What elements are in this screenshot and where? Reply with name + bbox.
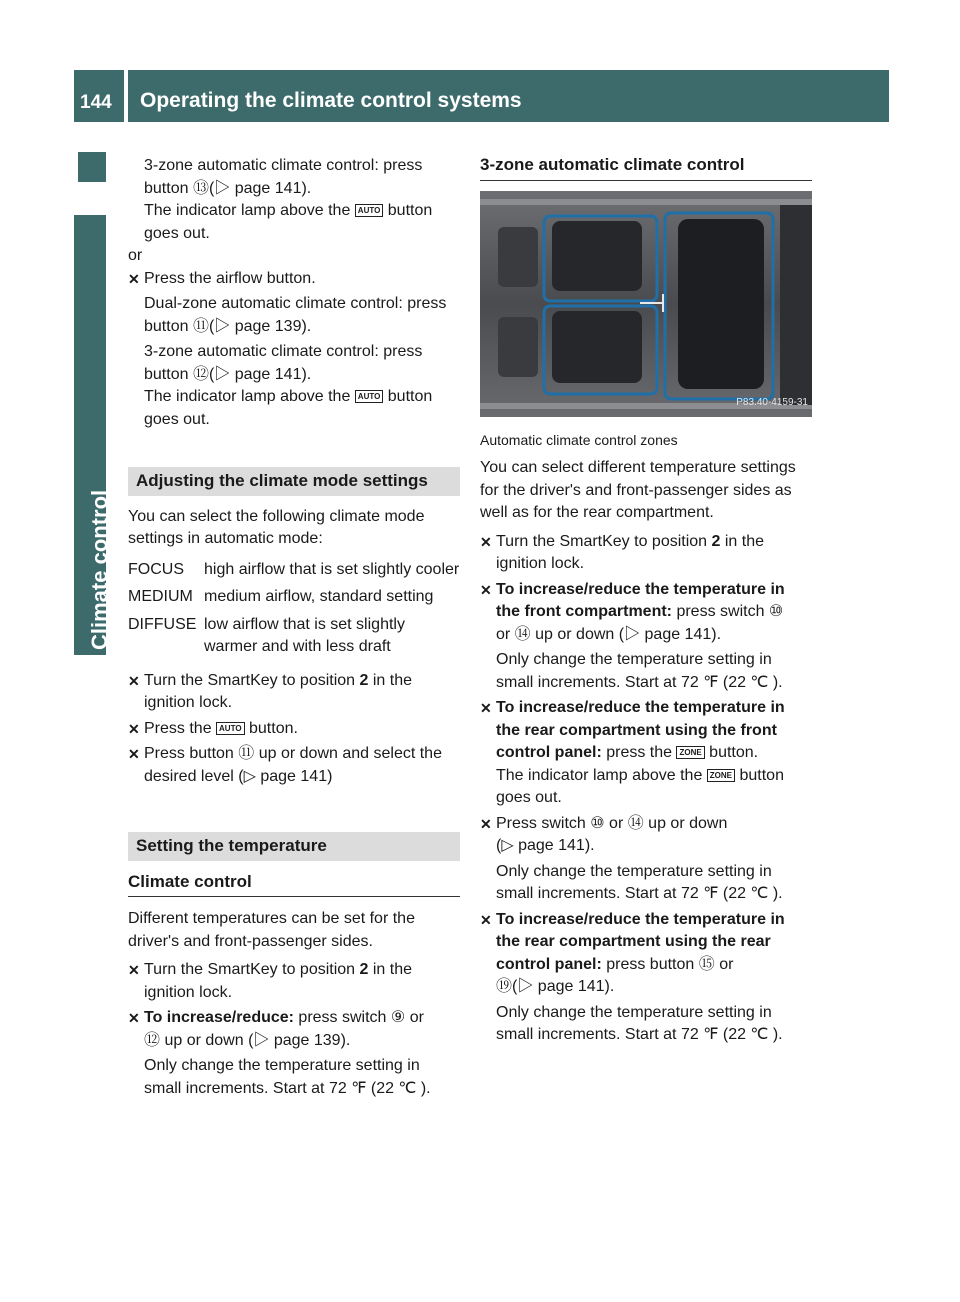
text-line: Only change the temperature setting in (496, 862, 772, 880)
text-line: The indicator lamp above the AUTO button (144, 388, 433, 405)
arrow-bullet-icon: ✕ (128, 1010, 140, 1026)
text-line: goes out. (144, 224, 210, 242)
text-line: Different temperatures can be set for the (128, 910, 415, 927)
figure-code: P83.40-4159-31 (736, 397, 808, 408)
instruction-item (480, 579, 812, 695)
text-line: control panel: press button ⑮ or (496, 955, 734, 973)
text-line: Press button ⑪ up or down and select the (144, 745, 442, 762)
arrow-bullet-icon: ✕ (128, 672, 140, 689)
text-line: ignition lock. (144, 983, 233, 1001)
auto-button-icon: AUTO (355, 204, 384, 217)
instruction-item (480, 531, 812, 576)
text-line: or (128, 247, 143, 264)
text-line: The indicator lamp above the AUTO button (144, 202, 433, 219)
reference-number: ⑭ (514, 625, 531, 643)
reference-number: ⑨ (390, 1009, 406, 1026)
text-line: Press the airflow button. (144, 269, 316, 287)
text-line: To increase/reduce the temperature in (496, 580, 785, 598)
arrow-bullet-icon: ✕ (480, 533, 492, 550)
text-line: 3-zone automatic climate control: press (144, 157, 423, 174)
text-line: Only change the temperature setting in (496, 1003, 772, 1021)
mode-name: DIFFUSE (128, 615, 197, 633)
text-line: The indicator lamp above the ZONE button (496, 766, 784, 784)
page-reference-link[interactable]: (▷ page 139). (208, 317, 312, 335)
text-line: the rear compartment using the rear (496, 933, 771, 950)
instruction-item (480, 909, 812, 1047)
subsection-heading: Climate control (128, 871, 460, 898)
text-line: Dual-zone automatic climate control: press (144, 295, 447, 312)
arrow-bullet-icon: ✕ (128, 962, 140, 978)
section-heading: Setting the temperature (128, 832, 460, 861)
figure-caption: Automatic climate control zones (480, 431, 678, 448)
page-reference-link[interactable]: (▷ page 141). (496, 837, 595, 854)
reference-number: ⑭ (627, 814, 644, 832)
page-reference-link[interactable]: (▷ page 141). (512, 978, 615, 995)
text-line: Press switch ⑩ or ⑭ up or down (496, 814, 728, 832)
climate-mode-table (128, 559, 460, 664)
text-line (144, 1030, 460, 1053)
text-line: You can select the following climate mode (128, 507, 425, 525)
mode-description: medium airflow, standard setting (204, 588, 434, 605)
paragraph (128, 293, 460, 338)
mode-name: FOCUS (128, 560, 184, 578)
text-line: You can select different temperature settings (480, 459, 796, 476)
text-line: driver's and front-passenger sides. (128, 932, 373, 950)
paragraph (128, 341, 460, 431)
reference-number: ⑲ (496, 978, 513, 995)
instruction-item (128, 718, 460, 741)
text-line: To increase/reduce the temperature in (496, 699, 785, 716)
text-line: To increase/reduce: press switch ⑨ or (144, 1009, 424, 1026)
text-line: control panel: press the ZONE button. (496, 744, 759, 761)
mode-row (128, 559, 460, 587)
text-line: or ⑭ up or down (▷ page 141). (496, 625, 722, 643)
text-line: goes out. (496, 789, 562, 806)
text-line: Turn the SmartKey to position 2 in the (496, 532, 765, 550)
side-tab-label: Climate control (87, 489, 112, 650)
arrow-bullet-icon: ✕ (480, 815, 492, 832)
instruction-item (128, 1007, 460, 1100)
section-heading: Adjusting the climate mode settings (128, 467, 460, 496)
arrow-bullet-icon: ✕ (480, 700, 492, 716)
mode-name: MEDIUM (128, 588, 193, 605)
mode-description: low airflow that is set slightly warmer and with less draft (204, 615, 405, 655)
instruction-item (128, 670, 460, 715)
page-title: Operating the climate control systems (140, 89, 522, 112)
instruction-item (128, 959, 460, 1004)
text-line: small increments. Start at 72 ℉ (22 ℃ ). (496, 1026, 783, 1043)
left-column (128, 155, 460, 1100)
text-line: button ⑫(▷ page 141). (144, 365, 312, 383)
arrow-bullet-icon: ✕ (480, 581, 492, 598)
text-line: 3-zone automatic climate control: press (144, 343, 423, 360)
right-column (480, 154, 812, 1047)
text-line: Only change the temperature setting in (496, 651, 772, 668)
text-line: the front compartment: press switch ⑩ (496, 603, 784, 620)
auto-button-icon: AUTO (355, 390, 384, 403)
text-line: button ⑬(▷ page 141). (144, 179, 312, 197)
text-line: settings in automatic mode: (128, 530, 323, 547)
reference-number: ⑬ (192, 179, 209, 197)
reference-number: ⑫ (144, 1031, 161, 1049)
instruction-item (480, 813, 812, 906)
text-line: small increments. Start at 72 ℉ (22 ℃ ). (496, 673, 783, 691)
mode-description: high airflow that is set slightly cooler (204, 560, 460, 578)
text-line: small increments. Start at 72 ℉ (22 ℃ ). (496, 885, 783, 902)
subsection-heading: 3-zone automatic climate control (480, 154, 812, 181)
side-tab-marker (78, 152, 106, 182)
text-line: Only change the temperature setting in (144, 1057, 420, 1074)
mode-row (128, 586, 460, 614)
reference-number: ⑫ (192, 365, 209, 383)
text-line: button ⑪(▷ page 139). (144, 317, 312, 335)
text-line: ignition lock. (144, 694, 233, 711)
text-line: Turn the SmartKey to position 2 in the (144, 961, 413, 978)
text-line: for the driver's and front-passenger sides as (480, 481, 792, 499)
reference-number: ⑩ (768, 603, 784, 620)
text-line: Turn the SmartKey to position 2 in the (144, 671, 413, 689)
arrow-bullet-icon: ✕ (128, 720, 140, 737)
header-separator (124, 70, 128, 122)
instruction-item (128, 743, 460, 788)
text-line: the rear compartment using the front (496, 721, 777, 739)
climate-zones-figure (480, 191, 812, 417)
text-line: To increase/reduce the temperature in (496, 910, 785, 928)
arrow-bullet-icon: ✕ (480, 911, 492, 928)
vehicle-top-view-illustration (480, 191, 812, 417)
text-line: Press the AUTO button. (144, 719, 298, 737)
paragraph (128, 155, 460, 245)
page-reference-link[interactable]: up or down (▷ page 139). (160, 1031, 351, 1049)
zone-button-icon: ZONE (707, 769, 735, 782)
page-reference-link[interactable]: (▷ page 141). (208, 179, 312, 197)
page-reference-link[interactable]: up or down (▷ page 141). (530, 625, 722, 643)
reference-number: ⑮ (698, 955, 715, 973)
instruction-item (128, 268, 460, 291)
zone-button-icon: ZONE (676, 746, 704, 759)
text-line (496, 976, 812, 999)
reference-number: ⑩ (590, 814, 605, 832)
page-reference-link[interactable]: desired level (▷ page 141) (144, 767, 333, 785)
instruction-item (480, 697, 812, 810)
arrow-bullet-icon: ✕ (128, 270, 140, 287)
mode-row (128, 614, 460, 664)
page-reference-link[interactable]: (▷ page 141). (208, 365, 312, 383)
text-line: ignition lock. (496, 555, 585, 572)
text-line: goes out. (144, 410, 210, 428)
reference-number: ⑪ (192, 317, 209, 335)
text-line: small increments. Start at 72 ℉ (22 ℃ ). (144, 1079, 431, 1097)
auto-button-icon: AUTO (216, 722, 245, 735)
page-number: 144 (80, 92, 112, 113)
reference-number: ⑪ (238, 745, 255, 762)
text-line: well as for the rear compartment. (480, 504, 714, 521)
arrow-bullet-icon: ✕ (128, 746, 140, 762)
